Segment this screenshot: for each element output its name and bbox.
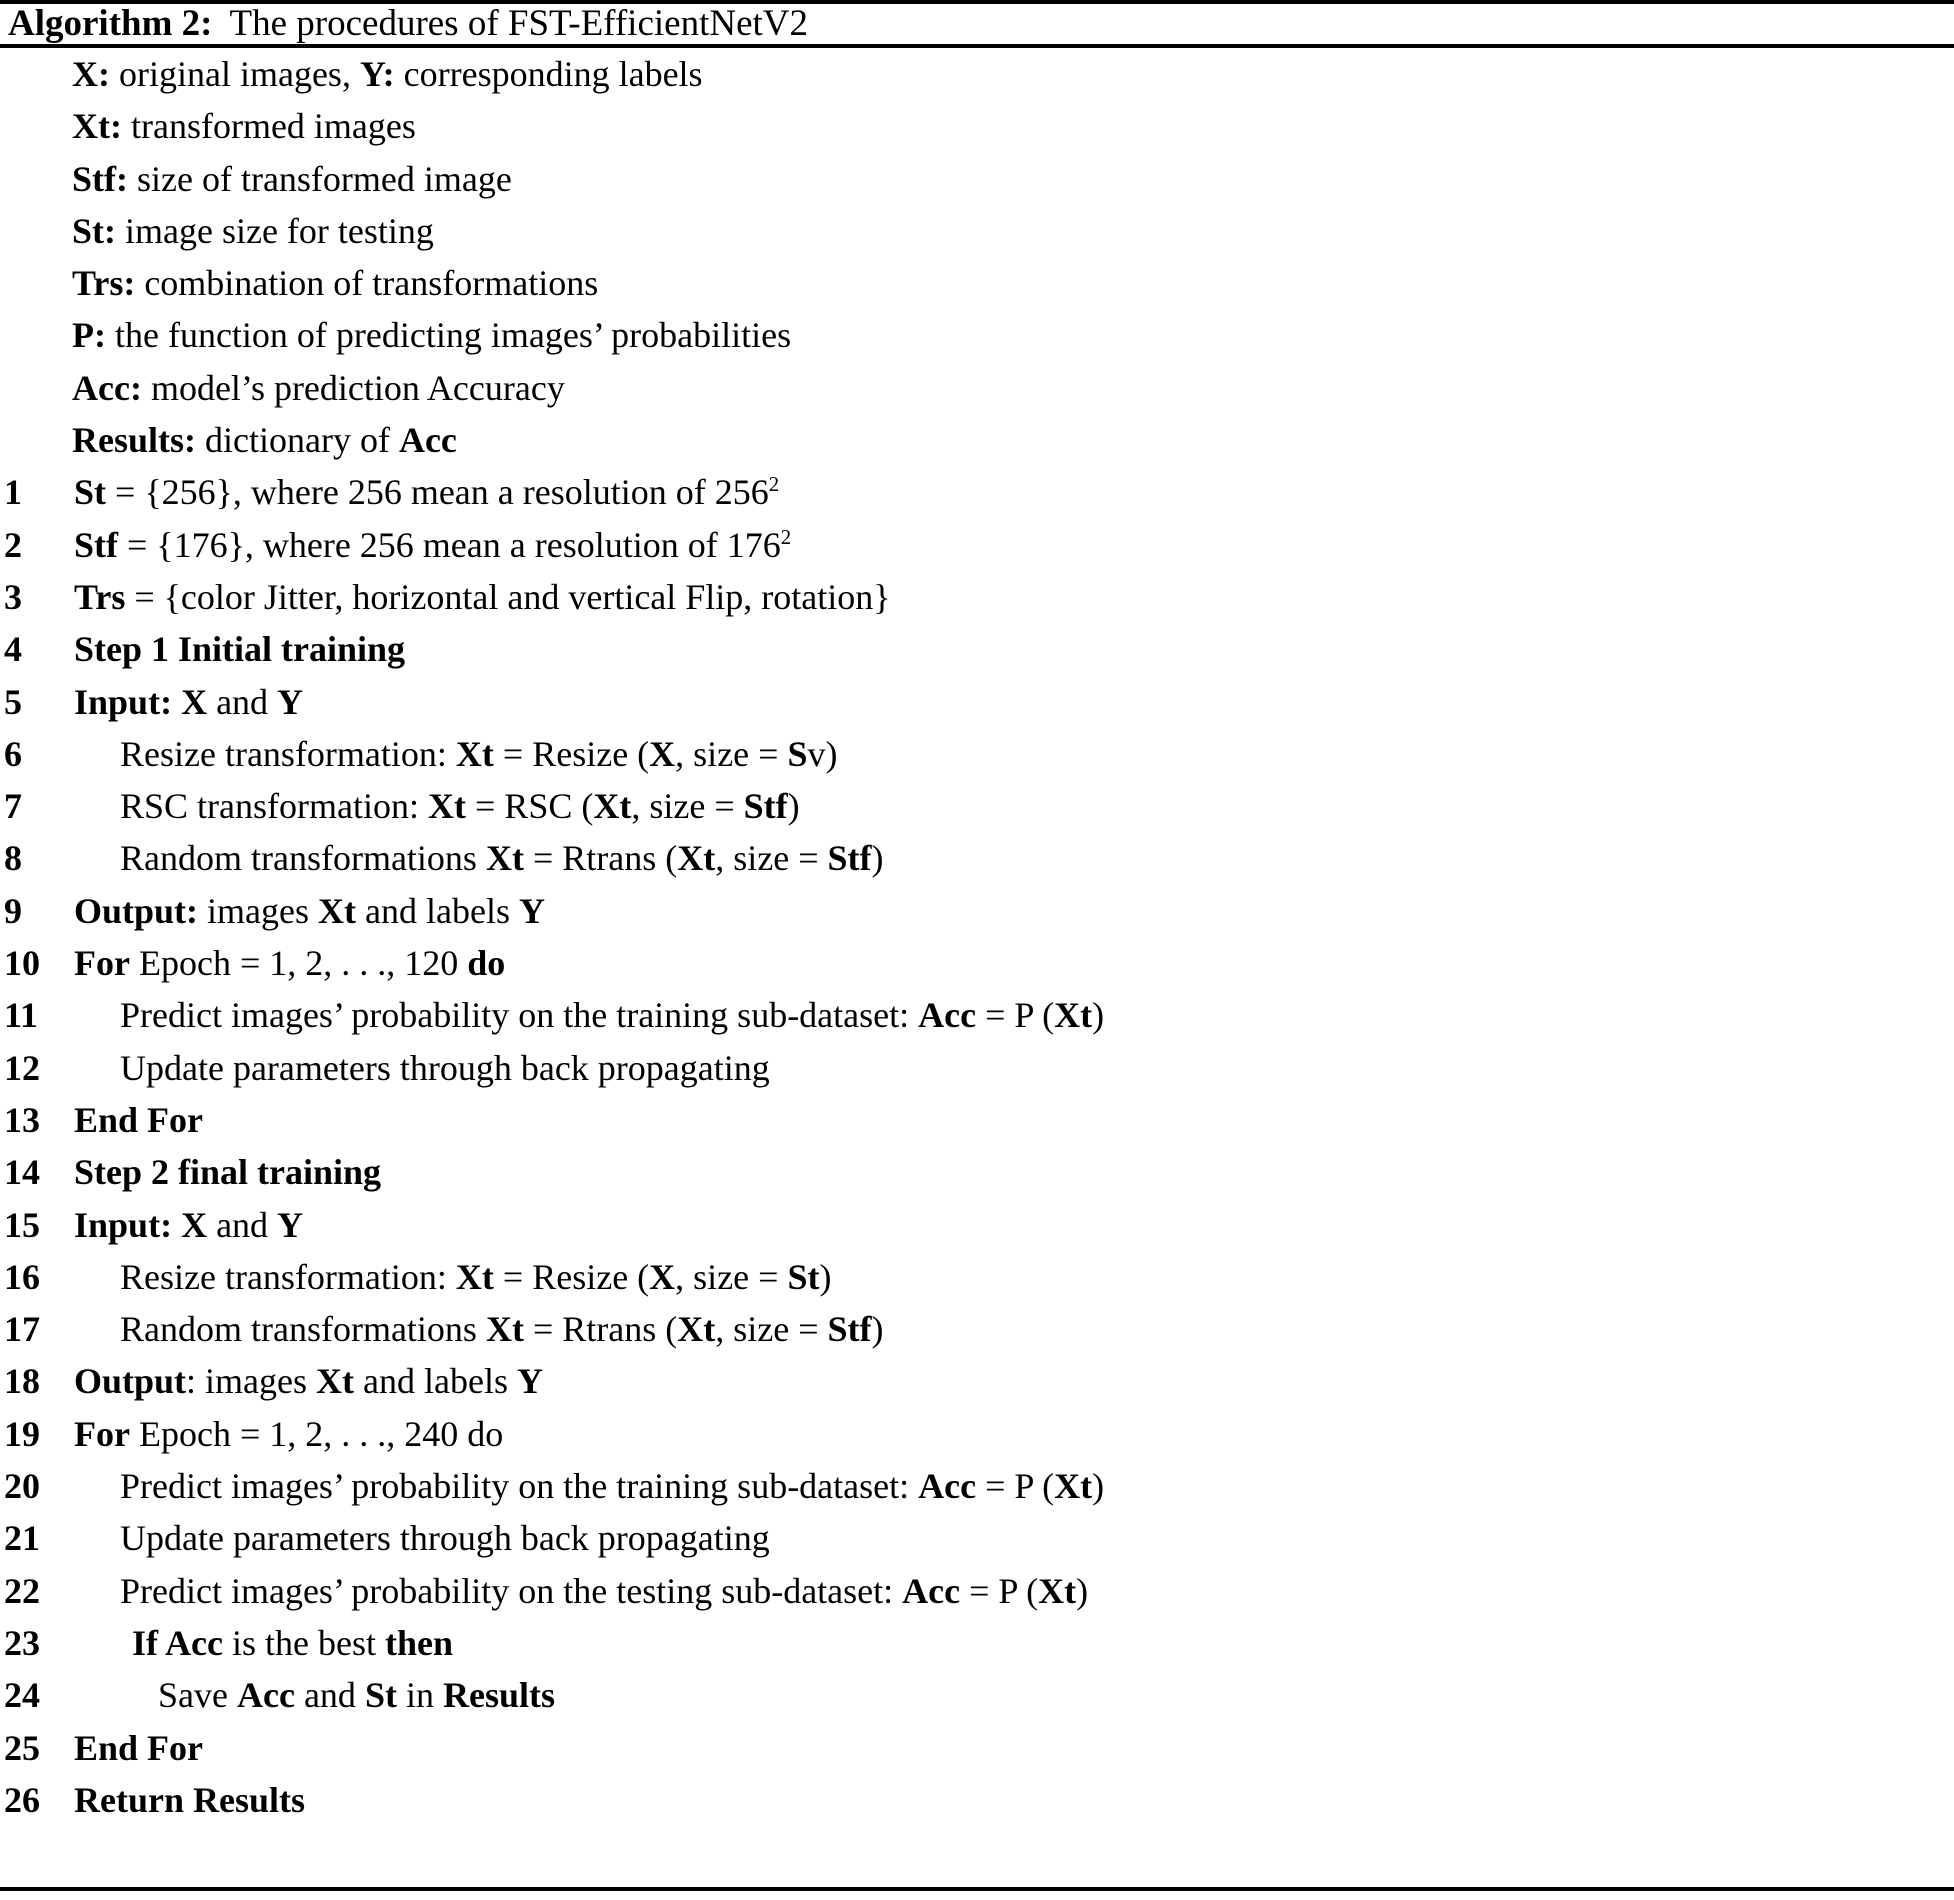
step-number: 26 [4, 1779, 40, 1820]
algorithm-step-line [0, 1617, 1954, 1669]
step-text: Return Results [74, 1779, 305, 1820]
step-number: 22 [4, 1570, 40, 1611]
decl-stf: Stf: size of transformed image [72, 158, 512, 199]
step-text: Step 1 Initial training [74, 629, 406, 670]
step-text: Predict images’ probability on the training sub-dataset: Acc = P (Xt) [120, 1466, 1105, 1507]
step-text: Input: X and Y [74, 1204, 304, 1245]
step-number: 1 [4, 472, 22, 513]
step-text: Random transformations Xt = Rtrans (Xt, size = Stf) [120, 838, 884, 879]
step-text: For Epoch = 1, 2, . . ., 240 do [74, 1413, 504, 1454]
bottom-rule [0, 1887, 1954, 1891]
step-number: 5 [4, 681, 22, 722]
step-number: 6 [4, 733, 22, 774]
step-number: 17 [4, 1309, 40, 1350]
step-number: 13 [4, 1099, 40, 1140]
algorithm-step-line [0, 1669, 1954, 1721]
step-number: 23 [4, 1622, 40, 1663]
decl-st: St: image size for testing [72, 210, 434, 251]
step-number: 18 [4, 1361, 40, 1402]
step-number: 9 [4, 890, 22, 931]
step-text: Save Acc and St in Results [158, 1675, 555, 1716]
decl-p: P: the function of predicting images’ probabilities [72, 315, 792, 356]
algorithm-title: The procedures of FST-EfficientNetV2 [229, 3, 808, 44]
algorithm-step-line [0, 466, 1954, 518]
algorithm-step-line [0, 1199, 1954, 1251]
algorithm-step-line [0, 1460, 1954, 1512]
algorithm-step-line [0, 780, 1954, 832]
step-number: 15 [4, 1204, 40, 1245]
algorithm-declaration-line [0, 48, 1954, 100]
step-number: 4 [4, 629, 22, 670]
step-text: Stf = {176}, where 256 mean a resolution of $176^2$ [74, 524, 792, 565]
step-text: End For [74, 1099, 204, 1140]
algorithm-step-line [0, 937, 1954, 989]
step-number: 3 [4, 576, 22, 617]
algorithm-step-line [0, 1722, 1954, 1774]
step-text: Update parameters through back propagating [120, 1518, 770, 1559]
algorithm-step-line [0, 519, 1954, 571]
algorithm-step-line [0, 1355, 1954, 1407]
step-text: If Acc is the best then [132, 1622, 453, 1663]
step-text: Update parameters through back propagating [120, 1047, 770, 1088]
algorithm-step-line [0, 1094, 1954, 1146]
algorithm-step-line [0, 1303, 1954, 1355]
step-text: Step 2 final training [74, 1152, 382, 1193]
step-text: Input: X and Y [74, 681, 304, 722]
step-number: 24 [4, 1675, 40, 1716]
decl-results: Results: dictionary of Acc [72, 420, 457, 461]
algorithm-declaration-line [0, 414, 1954, 466]
algorithm-caption [8, 4, 1954, 44]
algorithm-declaration-line [0, 309, 1954, 361]
algorithm-preamble [0, 48, 1954, 466]
step-text: For Epoch = 1, 2, . . ., 120 do [74, 943, 506, 984]
step-number: 16 [4, 1256, 40, 1297]
step-number: 10 [4, 943, 40, 984]
step-text: Output: images Xt and labels Y [74, 1361, 543, 1402]
step-text: Predict images’ probability on the training sub-dataset: Acc = P (Xt) [120, 995, 1105, 1036]
step-text: RSC transformation: Xt = RSC (Xt, size = Stf) [120, 786, 800, 827]
algorithm-step-line [0, 885, 1954, 937]
algorithm-step-line [0, 1565, 1954, 1617]
step-text: Trs = {color Jitter, horizontal and vertical Flip, rotation} [74, 576, 891, 617]
step-number: 14 [4, 1152, 40, 1193]
algorithm-step-line [0, 1146, 1954, 1198]
decl-acc: Acc: model’s prediction Accuracy [72, 367, 565, 408]
algorithm-declaration-line [0, 205, 1954, 257]
algorithm-step-line [0, 832, 1954, 884]
algorithm-declaration-line [0, 257, 1954, 309]
algorithm-step-line [0, 728, 1954, 780]
algorithm-step-line [0, 1042, 1954, 1094]
decl-x-y: X: original images, Y: corresponding labels [72, 54, 703, 94]
step-text: Resize transformation: Xt = Resize (X, size = St) [120, 1256, 832, 1297]
step-text: Predict images’ probability on the testing sub-dataset: Acc = P (Xt) [120, 1570, 1089, 1611]
algorithm-step-line [0, 623, 1954, 675]
step-text: End For [74, 1727, 204, 1768]
step-text: Random transformations Xt = Rtrans (Xt, size = Stf) [120, 1309, 884, 1350]
algorithm-step-line [0, 1408, 1954, 1460]
step-text: St = {256}, where 256 mean a resolution of $256^2$ [74, 472, 780, 513]
algorithm-declaration-line [0, 153, 1954, 205]
algorithm-declaration-line [0, 100, 1954, 152]
algorithm-step-line [0, 1251, 1954, 1303]
algorithm-step-line [0, 571, 1954, 623]
step-number: 8 [4, 838, 22, 879]
step-number: 11 [4, 995, 39, 1036]
step-number: 2 [4, 524, 22, 565]
algorithm-step-line [0, 989, 1954, 1041]
algorithm-steps [0, 466, 1954, 1826]
algorithm-label: Algorithm 2: [8, 3, 213, 44]
algorithm-step-line [0, 1774, 1954, 1826]
step-number: 7 [4, 786, 22, 827]
step-number: 20 [4, 1466, 40, 1507]
algorithm-step-line [0, 676, 1954, 728]
algorithm-step-line [0, 1512, 1954, 1564]
step-number: 19 [4, 1413, 40, 1454]
algorithm-declaration-line [0, 362, 1954, 414]
step-text: Resize transformation: Xt = Resize (X, size = Sv) [120, 733, 838, 774]
step-number: 12 [4, 1047, 40, 1088]
decl-trs: Trs: combination of transformations [72, 263, 599, 304]
algorithm-body [0, 48, 1954, 1826]
step-number: 25 [4, 1727, 40, 1768]
decl-xt: Xt: transformed images [72, 106, 416, 147]
step-text: Output: images Xt and labels Y [74, 890, 545, 931]
step-number: 21 [4, 1518, 40, 1559]
